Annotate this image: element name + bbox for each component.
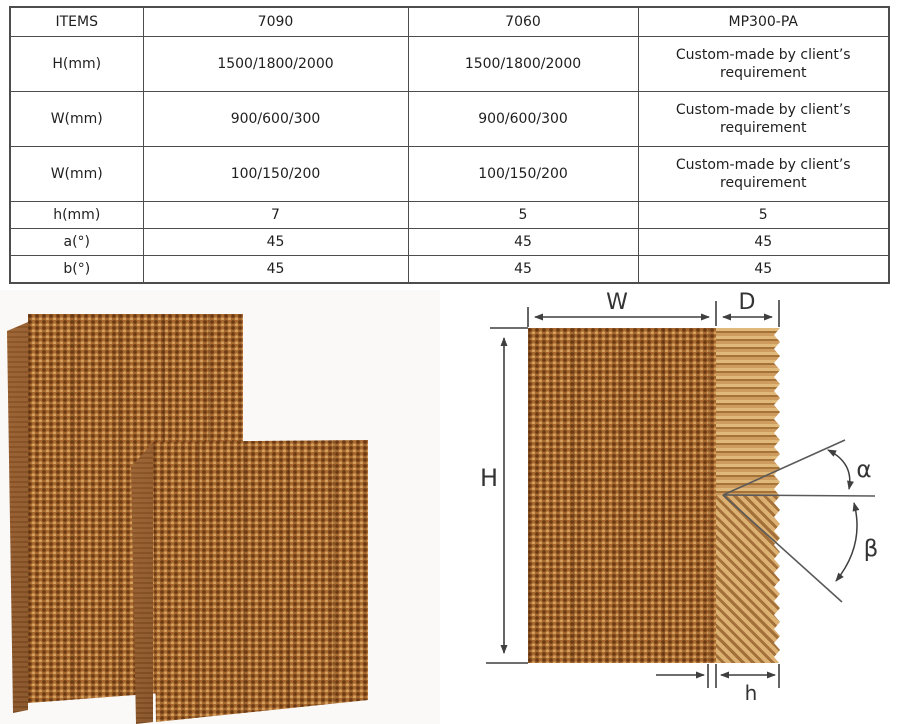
table-cell: 45 — [408, 256, 638, 284]
table-row — [10, 229, 889, 256]
table-row — [10, 147, 889, 202]
table-row — [10, 92, 889, 147]
table-cell: 45 — [638, 229, 889, 256]
spec-table — [9, 6, 890, 284]
row-label: h(mm) — [10, 202, 143, 229]
height-dimension — [486, 328, 528, 663]
table-cell: 1500/1800/2000 — [143, 37, 408, 92]
table-cell: 45 — [638, 256, 889, 284]
dimension-annotations — [450, 290, 900, 724]
table-row — [10, 256, 889, 284]
flute-height-dimension — [656, 664, 779, 688]
height-label: H — [479, 464, 499, 492]
depth-label: D — [738, 290, 756, 315]
table-row — [10, 37, 889, 92]
table-cell: 45 — [143, 256, 408, 284]
alpha-label: α — [856, 457, 872, 483]
table-cell: 5 — [408, 202, 638, 229]
beta-angle — [836, 503, 878, 581]
angle-lines — [723, 440, 875, 602]
row-label: W(mm) — [10, 147, 143, 202]
table-cell: Custom-made by client’s requirement — [638, 92, 889, 147]
beta-label: β — [863, 536, 879, 562]
table-cell: 1500/1800/2000 — [408, 37, 638, 92]
col-header-7060: 7060 — [408, 7, 638, 37]
col-header-items: ITEMS — [10, 7, 143, 37]
row-label: H(mm) — [10, 37, 143, 92]
table-row — [10, 202, 889, 229]
row-label: W(mm) — [10, 92, 143, 147]
table-cell: 100/150/200 — [143, 147, 408, 202]
table-cell: Custom-made by client’s requirement — [638, 147, 889, 202]
table-header-row — [10, 7, 889, 37]
row-label: a(°) — [10, 229, 143, 256]
table-cell: 45 — [408, 229, 638, 256]
tall-pad-side-face — [7, 322, 28, 713]
row-label: b(°) — [10, 256, 143, 284]
width-label: W — [606, 290, 628, 315]
table-cell: 5 — [638, 202, 889, 229]
cooling-pad-photo — [0, 290, 440, 724]
col-header-7090: 7090 — [143, 7, 408, 37]
short-pad-front-face — [153, 440, 368, 722]
col-header-mp300: MP300-PA — [638, 7, 889, 37]
table-cell: 900/600/300 — [408, 92, 638, 147]
table-cell: 900/600/300 — [143, 92, 408, 147]
dimension-diagram — [450, 290, 900, 724]
table-cell: 45 — [143, 229, 408, 256]
table-cell: 7 — [143, 202, 408, 229]
table-cell: Custom-made by client’s requirement — [638, 37, 889, 92]
table-cell: 100/150/200 — [408, 147, 638, 202]
alpha-angle — [828, 450, 872, 489]
flute-height-label: h — [744, 681, 758, 705]
